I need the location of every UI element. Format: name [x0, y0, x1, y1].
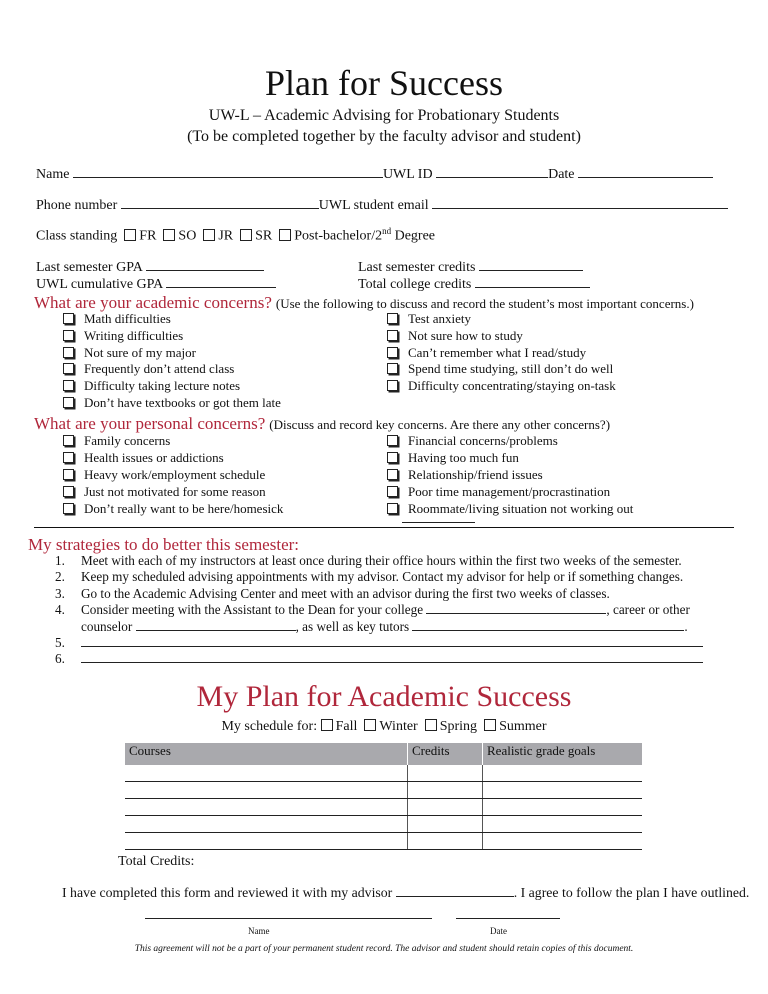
checkbox-icon: [63, 452, 74, 463]
checkbox-icon: [63, 469, 74, 480]
personal-concerns-heading: What are your personal concerns?: [34, 414, 266, 433]
last-gpa-row: [36, 258, 264, 276]
class-standing-label: Class standing: [36, 228, 118, 244]
checkbox-icon: [387, 435, 398, 446]
concern-time-studying[interactable]: Spend time studying, still don’t do well: [387, 361, 616, 378]
name-field[interactable]: [73, 165, 383, 178]
concern-test-anxiety[interactable]: Test anxiety: [387, 311, 616, 328]
table-row[interactable]: [125, 782, 643, 799]
date-field[interactable]: [578, 165, 713, 178]
checkbox-fr[interactable]: [124, 229, 136, 241]
page-title: Plan for Success: [265, 63, 503, 103]
strategy-item: 1. Meet with each of my instructors at least once during their office hours within the first two weeks of the semester.: [55, 553, 682, 568]
strategy-item-continued: counselor , as well as key tutors .: [81, 618, 688, 634]
checkbox-icon: [387, 503, 398, 514]
concern-health[interactable]: Health issues or addictions: [63, 449, 283, 466]
checkbox-icon: [63, 435, 74, 446]
checkbox-icon: [63, 380, 74, 391]
academic-concerns-note: (Use the following to discuss and record the student’s most important concerns.): [275, 296, 694, 311]
table-row[interactable]: [125, 816, 643, 833]
checkbox-icon: [63, 313, 74, 324]
concern-concentrating[interactable]: Difficulty concentrating/staying on-task: [387, 378, 616, 395]
concern-work[interactable]: Heavy work/employment schedule: [63, 466, 283, 483]
total-credits-label: Total college credits: [358, 277, 472, 292]
concern-fun[interactable]: Having too much fun: [387, 449, 633, 466]
section-divider: [34, 527, 734, 528]
schedule-row: My schedule for: Fall Winter Spring Summer: [221, 719, 547, 734]
concern-motivation[interactable]: Just not motivated for some reason: [63, 483, 283, 500]
so-label: SO: [178, 228, 197, 244]
nd-superscript: nd: [382, 226, 392, 236]
email-field[interactable]: [432, 196, 728, 209]
checkbox-icon: [387, 380, 398, 391]
checkbox-icon: [387, 330, 398, 341]
agreement-text-1: I have completed this form and reviewed it with my advisor: [62, 885, 393, 900]
concern-homesick[interactable]: Don’t really want to be here/homesick: [63, 500, 283, 517]
signature-name-label: Name: [248, 926, 270, 936]
personal-concerns-note: (Discuss and record key concerns. Are there any other concerns?): [269, 417, 611, 432]
concern-math[interactable]: Math difficulties: [63, 311, 281, 328]
cum-gpa-label: UWL cumulative GPA: [36, 277, 163, 292]
checkbox-icon: [387, 313, 398, 324]
checkbox-icon: [387, 363, 398, 374]
checkbox-icon: [63, 347, 74, 358]
checkbox-icon: [387, 452, 398, 463]
strategy-item-blank: 5.: [55, 635, 703, 651]
name-row: [36, 165, 713, 183]
strategy-item: 2. Keep my scheduled advising appointments with my advisor. Contact my advisor for help or if something changes.: [55, 569, 684, 585]
roommate-blank-line[interactable]: [402, 522, 475, 523]
class-standing-row: [36, 226, 435, 245]
concern-time-management[interactable]: Poor time management/procrastination: [387, 483, 633, 500]
checkbox-jr[interactable]: [203, 229, 215, 241]
checkbox-sr[interactable]: [240, 229, 252, 241]
col-goals: Realistic grade goals: [483, 743, 643, 765]
personal-right-list: [387, 432, 633, 517]
table-header: [125, 743, 643, 765]
last-credits-label: Last semester credits: [358, 260, 476, 275]
degree-label: Degree: [391, 228, 436, 244]
checkbox-icon: [63, 363, 74, 374]
table-row[interactable]: [125, 765, 643, 782]
signature-date-line[interactable]: [456, 918, 560, 919]
total-credits-row: [358, 275, 590, 293]
fr-label: FR: [139, 228, 157, 244]
last-gpa-field[interactable]: [146, 258, 264, 271]
schedule-label: My schedule for:: [221, 719, 318, 734]
table-row[interactable]: [125, 799, 643, 816]
cum-gpa-row: [36, 275, 276, 293]
advisor-field[interactable]: [396, 884, 514, 897]
strategy-item-blank: 6.: [55, 651, 703, 667]
last-credits-row: [358, 258, 583, 276]
name-label: Name: [36, 167, 70, 182]
concern-writing[interactable]: Writing difficulties: [63, 328, 281, 345]
date-label: Date: [548, 167, 575, 182]
last-gpa-label: Last semester GPA: [36, 260, 143, 275]
checkbox-spring[interactable]: [425, 719, 437, 731]
checkbox-icon: [387, 347, 398, 358]
concern-roommate[interactable]: Roommate/living situation not working out: [387, 500, 633, 517]
strategy-5-field[interactable]: [81, 636, 703, 647]
last-credits-field[interactable]: [479, 258, 583, 271]
concern-major[interactable]: Not sure of my major: [63, 345, 281, 362]
academic-concerns-heading: What are your academic concerns?: [34, 293, 272, 312]
cum-gpa-field[interactable]: [166, 275, 276, 288]
counselor-field[interactable]: [136, 620, 296, 631]
dean-field[interactable]: [426, 603, 606, 614]
plan-heading: My Plan for Academic Success: [196, 680, 572, 713]
phone-row: [36, 196, 728, 214]
sr-label: SR: [255, 228, 273, 244]
col-courses: Courses: [125, 743, 408, 765]
concern-study[interactable]: Not sure how to study: [387, 328, 616, 345]
checkbox-winter[interactable]: [364, 719, 376, 731]
strategy-item: 4. Consider meeting with the Assistant to the Dean for your college , career or other: [55, 602, 690, 618]
strategies-list: [55, 553, 703, 668]
checkbox-post-bachelor[interactable]: [279, 229, 291, 241]
academic-right-list: [387, 311, 616, 395]
checkbox-icon: [387, 486, 398, 497]
concern-attendance[interactable]: Frequently don’t attend class: [63, 361, 281, 378]
checkbox-icon: [63, 486, 74, 497]
concern-textbooks[interactable]: Don’t have textbooks or got them late: [63, 395, 281, 412]
subtitle-program: UW-L – Academic Advising for Probationary Students: [208, 107, 560, 124]
checkbox-icon: [387, 469, 398, 480]
checkbox-icon: [63, 397, 74, 408]
checkbox-so[interactable]: [163, 229, 175, 241]
phone-field[interactable]: [121, 196, 319, 209]
strategy-6-field[interactable]: [81, 652, 703, 663]
academic-left-list: [63, 311, 281, 412]
signature-name-line[interactable]: [145, 918, 432, 919]
strategies-heading: My strategies to do better this semester:: [28, 535, 299, 554]
checkbox-summer[interactable]: [484, 719, 496, 731]
uwl-id-label: UWL ID: [382, 167, 433, 182]
checkbox-icon: [63, 503, 74, 514]
signature-date-label: Date: [490, 926, 507, 936]
agreement-text-2: . I agree to follow the plan I have outlined.: [513, 885, 750, 900]
uwl-id-field[interactable]: [436, 165, 548, 178]
phone-label: Phone number: [36, 198, 118, 213]
concern-remember[interactable]: Can’t remember what I read/study: [387, 345, 616, 362]
checkbox-icon: [63, 330, 74, 341]
academic-concerns-header: [34, 293, 694, 313]
total-credits-field[interactable]: [475, 275, 590, 288]
email-label: UWL student email: [318, 198, 429, 213]
personal-left-list: [63, 432, 283, 517]
courses-table: [124, 743, 642, 850]
footer-note: This agreement will not be a part of your permanent student record. The advisor and student should retain copies of this document.: [134, 944, 634, 954]
col-credits: Credits: [408, 743, 483, 765]
tutors-field[interactable]: [412, 620, 684, 631]
agreement-row: [62, 884, 749, 901]
concern-family[interactable]: Family concerns: [63, 432, 283, 449]
personal-concerns-header: [34, 414, 610, 434]
checkbox-fall[interactable]: [321, 719, 333, 731]
total-credits-label-plan: Total Credits:: [118, 854, 195, 869]
post-bachelor-label: Post-bachelor/2: [294, 228, 383, 244]
concern-financial[interactable]: Financial concerns/problems: [387, 432, 633, 449]
concern-relationship[interactable]: Relationship/friend issues: [387, 466, 633, 483]
jr-label: JR: [218, 228, 234, 244]
concern-notes[interactable]: Difficulty taking lecture notes: [63, 378, 281, 395]
strategy-item: 3. Go to the Academic Advising Center and meet with an advisor during the first two weeks of classes.: [55, 585, 610, 601]
subtitle-instructions: (To be completed together by the faculty advisor and student): [187, 128, 581, 145]
table-row[interactable]: [125, 833, 643, 850]
